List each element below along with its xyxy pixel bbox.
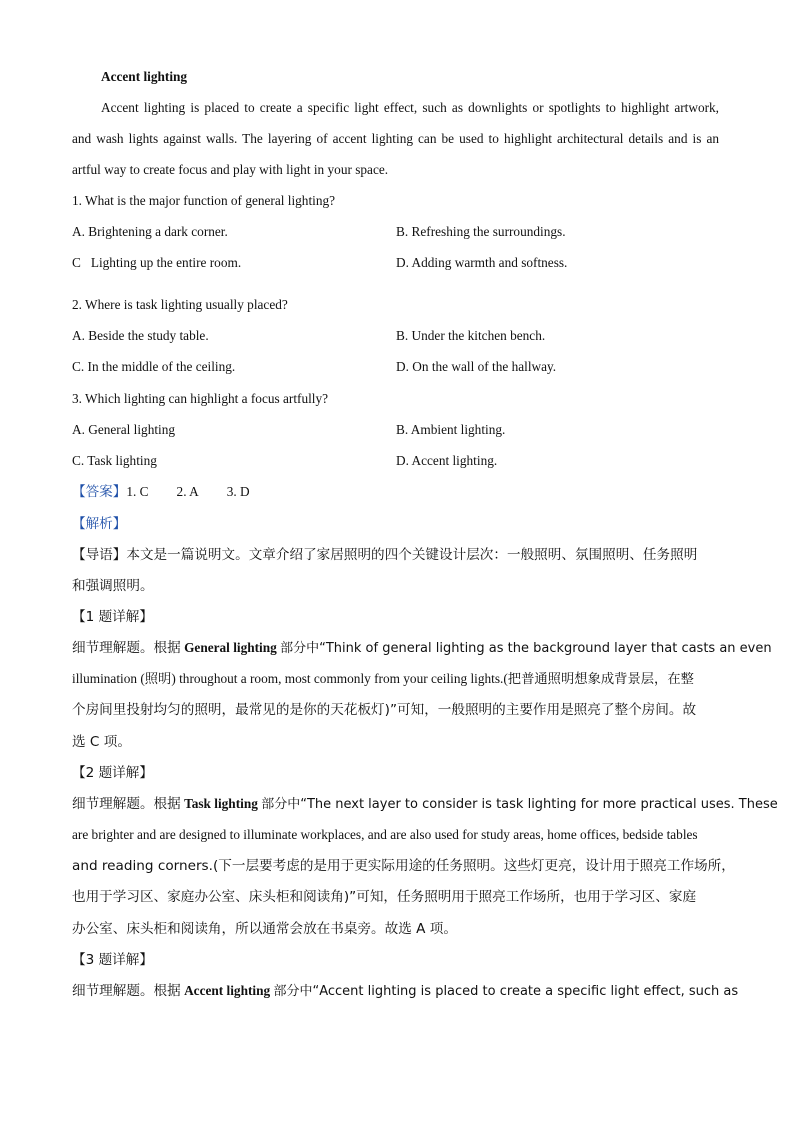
q3-section: Accent lighting: [184, 983, 271, 998]
question-2-option-a: A. Beside the study table.: [72, 328, 209, 343]
question-1-option-a: A. Brightening a dark corner.: [72, 224, 228, 239]
q2-section: Task lighting: [184, 796, 258, 811]
q2-detail-line-3: and reading corners.(下一层要考虑的是用于更实际用途的任务照明。这些灯更亮，设计用于照亮工作场所，: [72, 858, 735, 874]
guide-label: 【导语】: [72, 547, 127, 563]
guide-text-1: 本文是一篇说明文。文章介绍了家居照明的四个关键设计层次：一般照明、氛围照明、任务照明: [126, 547, 698, 563]
question-2-option-d: D. On the wall of the hallway.: [396, 359, 557, 374]
q2-detail-line-4: 也用于学习区、家庭办公室、床头柜和阅读角)”可知，任务照明用于照亮工作场所，也用于学习区、家庭: [72, 889, 697, 905]
question-3-option-b: B. Ambient lighting.: [396, 422, 506, 437]
question-2-option-c: C. In the middle of the ceiling.: [72, 359, 236, 374]
question-3-option-d: D. Accent lighting.: [396, 453, 498, 468]
q3-detail-label: 【3 题详解】: [72, 952, 153, 968]
question-1-stem: 1. What is the major function of general lighting?: [72, 193, 336, 208]
question-1-option-b: B. Refreshing the surroundings.: [396, 224, 566, 239]
q2-lead: 细节理解题。根据: [72, 796, 181, 812]
question-2-option-b: B. Under the kitchen bench.: [396, 328, 546, 343]
passage-line-3: artful way to create focus and play with light in your space.: [72, 162, 389, 177]
guide-line-2: 和强调照明。: [72, 578, 154, 594]
q1-detail-line-4: 选 C 项。: [72, 734, 131, 750]
question-3-option-a: A. General lighting: [72, 422, 176, 437]
question-1-option-c: C Lighting up the entire room.: [72, 255, 242, 270]
question-3-option-c: C. Task lighting: [72, 453, 157, 468]
q3-mid: 部分中“Accent lighting is placed to create a specific light effect, such as: [273, 984, 739, 999]
answer-3: 3. D: [226, 484, 250, 499]
q1-lead: 细节理解题。根据: [72, 640, 181, 656]
q2-detail-line-5: 办公室、床头柜和阅读角，所以通常会放在书桌旁。故选 A 项。: [72, 921, 457, 937]
question-2-stem: 2. Where is task lighting usually placed?: [72, 297, 288, 312]
q3-lead: 细节理解题。根据: [72, 983, 181, 999]
q1-section: General lighting: [184, 640, 277, 655]
q3-detail-line-1: [72, 982, 739, 1001]
answer-2: 2. A: [176, 484, 199, 499]
q2-detail-line-2: are brighter and are designed to illuminate workplaces, and are also used for study areas, home offices, bedside tables: [72, 827, 698, 842]
q1-detail-line-2: illumination (照明) throughout a room, most commonly from your ceiling lights.(把普通照明想象成背景层，在整: [72, 671, 694, 686]
answer-1: 1. C: [126, 484, 149, 499]
answer-label: 【答案】: [72, 484, 127, 500]
passage-line-2: and wash lights against walls. The layering of accent lighting can be used to highlight architectural details and is an: [72, 131, 719, 146]
guide-line-1: [72, 546, 722, 564]
passage-heading: Accent lighting: [101, 69, 188, 84]
answer-line: [72, 483, 722, 501]
question-1-option-d: D. Adding warmth and softness.: [396, 255, 568, 270]
q1-detail-line-3: 个房间里投射均匀的照明，最常见的是你的天花板灯)”可知，一般照明的主要作用是照亮了整个房间。故: [72, 702, 697, 718]
passage-line-1: Accent lighting is placed to create a specific light effect, such as downlights or spotlights to highlight artwork,: [101, 100, 719, 115]
q2-mid: 部分中“The next layer to consider is task lighting for more practical uses. These: [261, 797, 778, 812]
question-3-stem: 3. Which lighting can highlight a focus artfully?: [72, 391, 329, 406]
q1-detail-label: 【1 题详解】: [72, 609, 153, 625]
q2-detail-line-1: [72, 795, 778, 814]
q1-mid: 部分中“Think of general lighting as the background layer that casts an even: [280, 641, 772, 656]
q2-detail-label: 【2 题详解】: [72, 765, 153, 781]
analysis-label: 【解析】: [72, 516, 127, 532]
q1-detail-line-1: [72, 639, 772, 658]
